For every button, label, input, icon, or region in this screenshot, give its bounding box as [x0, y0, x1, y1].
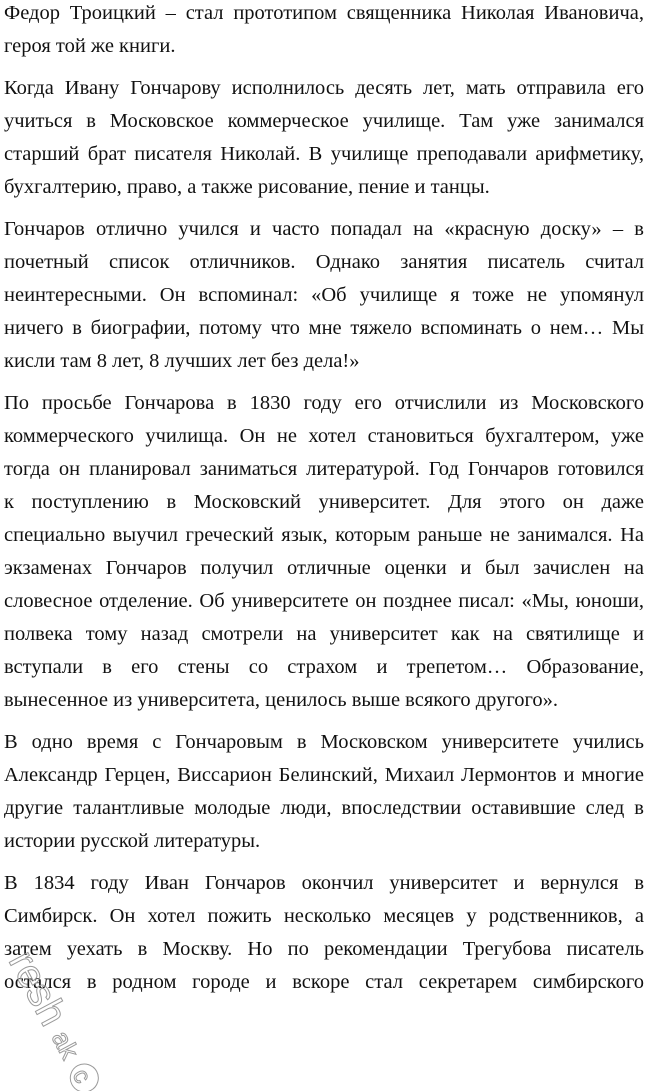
text-line: В одно время с Гончаровым в Московском университете учились: [4, 731, 644, 753]
text-line: В 1834 году Иван Гончаров окончил университет и вернулся в: [4, 872, 644, 894]
text-line: кисли там 8 лет, 8 лучших лет без дела!»: [4, 350, 360, 372]
text-line: По просьбе Гончарова в 1830 году его отчислили из Московского: [4, 392, 644, 414]
paragraph: [4, 72, 644, 204]
paragraph: [4, 867, 644, 999]
text-line: специально выучил греческий язык, которым раньше не занимался. На: [4, 524, 644, 546]
svg-text:ak: ak: [45, 1025, 86, 1064]
text-line: старший брат писателя Николай. В училище преподавали арифметику,: [4, 143, 644, 165]
text-line: Александр Герцен, Виссарион Белинский, Михаил Лермонтов и многие: [4, 764, 644, 786]
text-line: коммерческого училища. Он не хотел становиться бухгалтером, уже: [4, 425, 644, 447]
watermark-text: resh: [0, 943, 76, 1033]
text-line: остался в родном городе и вскоре стал секретарем симбирского: [4, 971, 644, 993]
paragraph: [4, 387, 644, 717]
text-line: экзаменах Гончаров получил отличные оценки и был зачислен на: [4, 557, 644, 579]
text-line: Когда Ивану Гончарову исполнилось десять лет, мать отправила его: [4, 77, 644, 99]
text-line: Симбирск. Он хотел пожить несколько месяцев у родственников, а: [4, 905, 644, 927]
paragraph: [4, 726, 644, 858]
text-line: вынесенное из университета, ценилось выше всякого другого».: [4, 689, 559, 711]
text-line: полвека тому назад смотрели на университет как на святилище и: [4, 623, 644, 645]
svg-text:c: c: [66, 1064, 97, 1088]
text-line: почетный список отличников. Однако занятия писатель считал: [4, 251, 644, 273]
text-line: истории русской литературы.: [4, 830, 261, 852]
text-line: Гончаров отлично учился и часто попадал на «красную доску» – в: [4, 218, 644, 240]
text-line: другие талантливые молодые люди, впоследствии оставившие след в: [4, 797, 644, 819]
text-line: тогда он планировал заниматься литературой. Год Гончаров готовился: [4, 458, 644, 480]
text-line: затем уехать в Москву. Но по рекомендации Трегубова писатель: [4, 938, 644, 960]
paragraph: [4, 213, 644, 378]
paragraph: [4, 0, 644, 63]
text-line: вступали в его стены со страхом и трепетом… Образование,: [4, 656, 644, 678]
text-line: к поступлению в Московский университет. Для этого он даже: [4, 491, 644, 513]
text-line: героя той же книги.: [4, 35, 176, 57]
text-line: учиться в Московское коммерческое училище. Там уже занимался: [4, 110, 644, 132]
text-line: ничего в биографии, потому что мне тяжело вспоминать о нем… Мы: [4, 317, 644, 339]
document-body: [4, 0, 644, 1008]
text-line: словесное отделение. Об университете он позднее писал: «Мы, юноши,: [4, 590, 644, 612]
text-line: неинтересными. Он вспоминал: «Об училище я тоже не упомянул: [4, 284, 644, 306]
text-line: Федор Троицкий – стал прототипом священника Николая Ивановича,: [4, 2, 644, 24]
text-line: бухгалтерию, право, а также рисование, пение и танцы.: [4, 176, 490, 198]
